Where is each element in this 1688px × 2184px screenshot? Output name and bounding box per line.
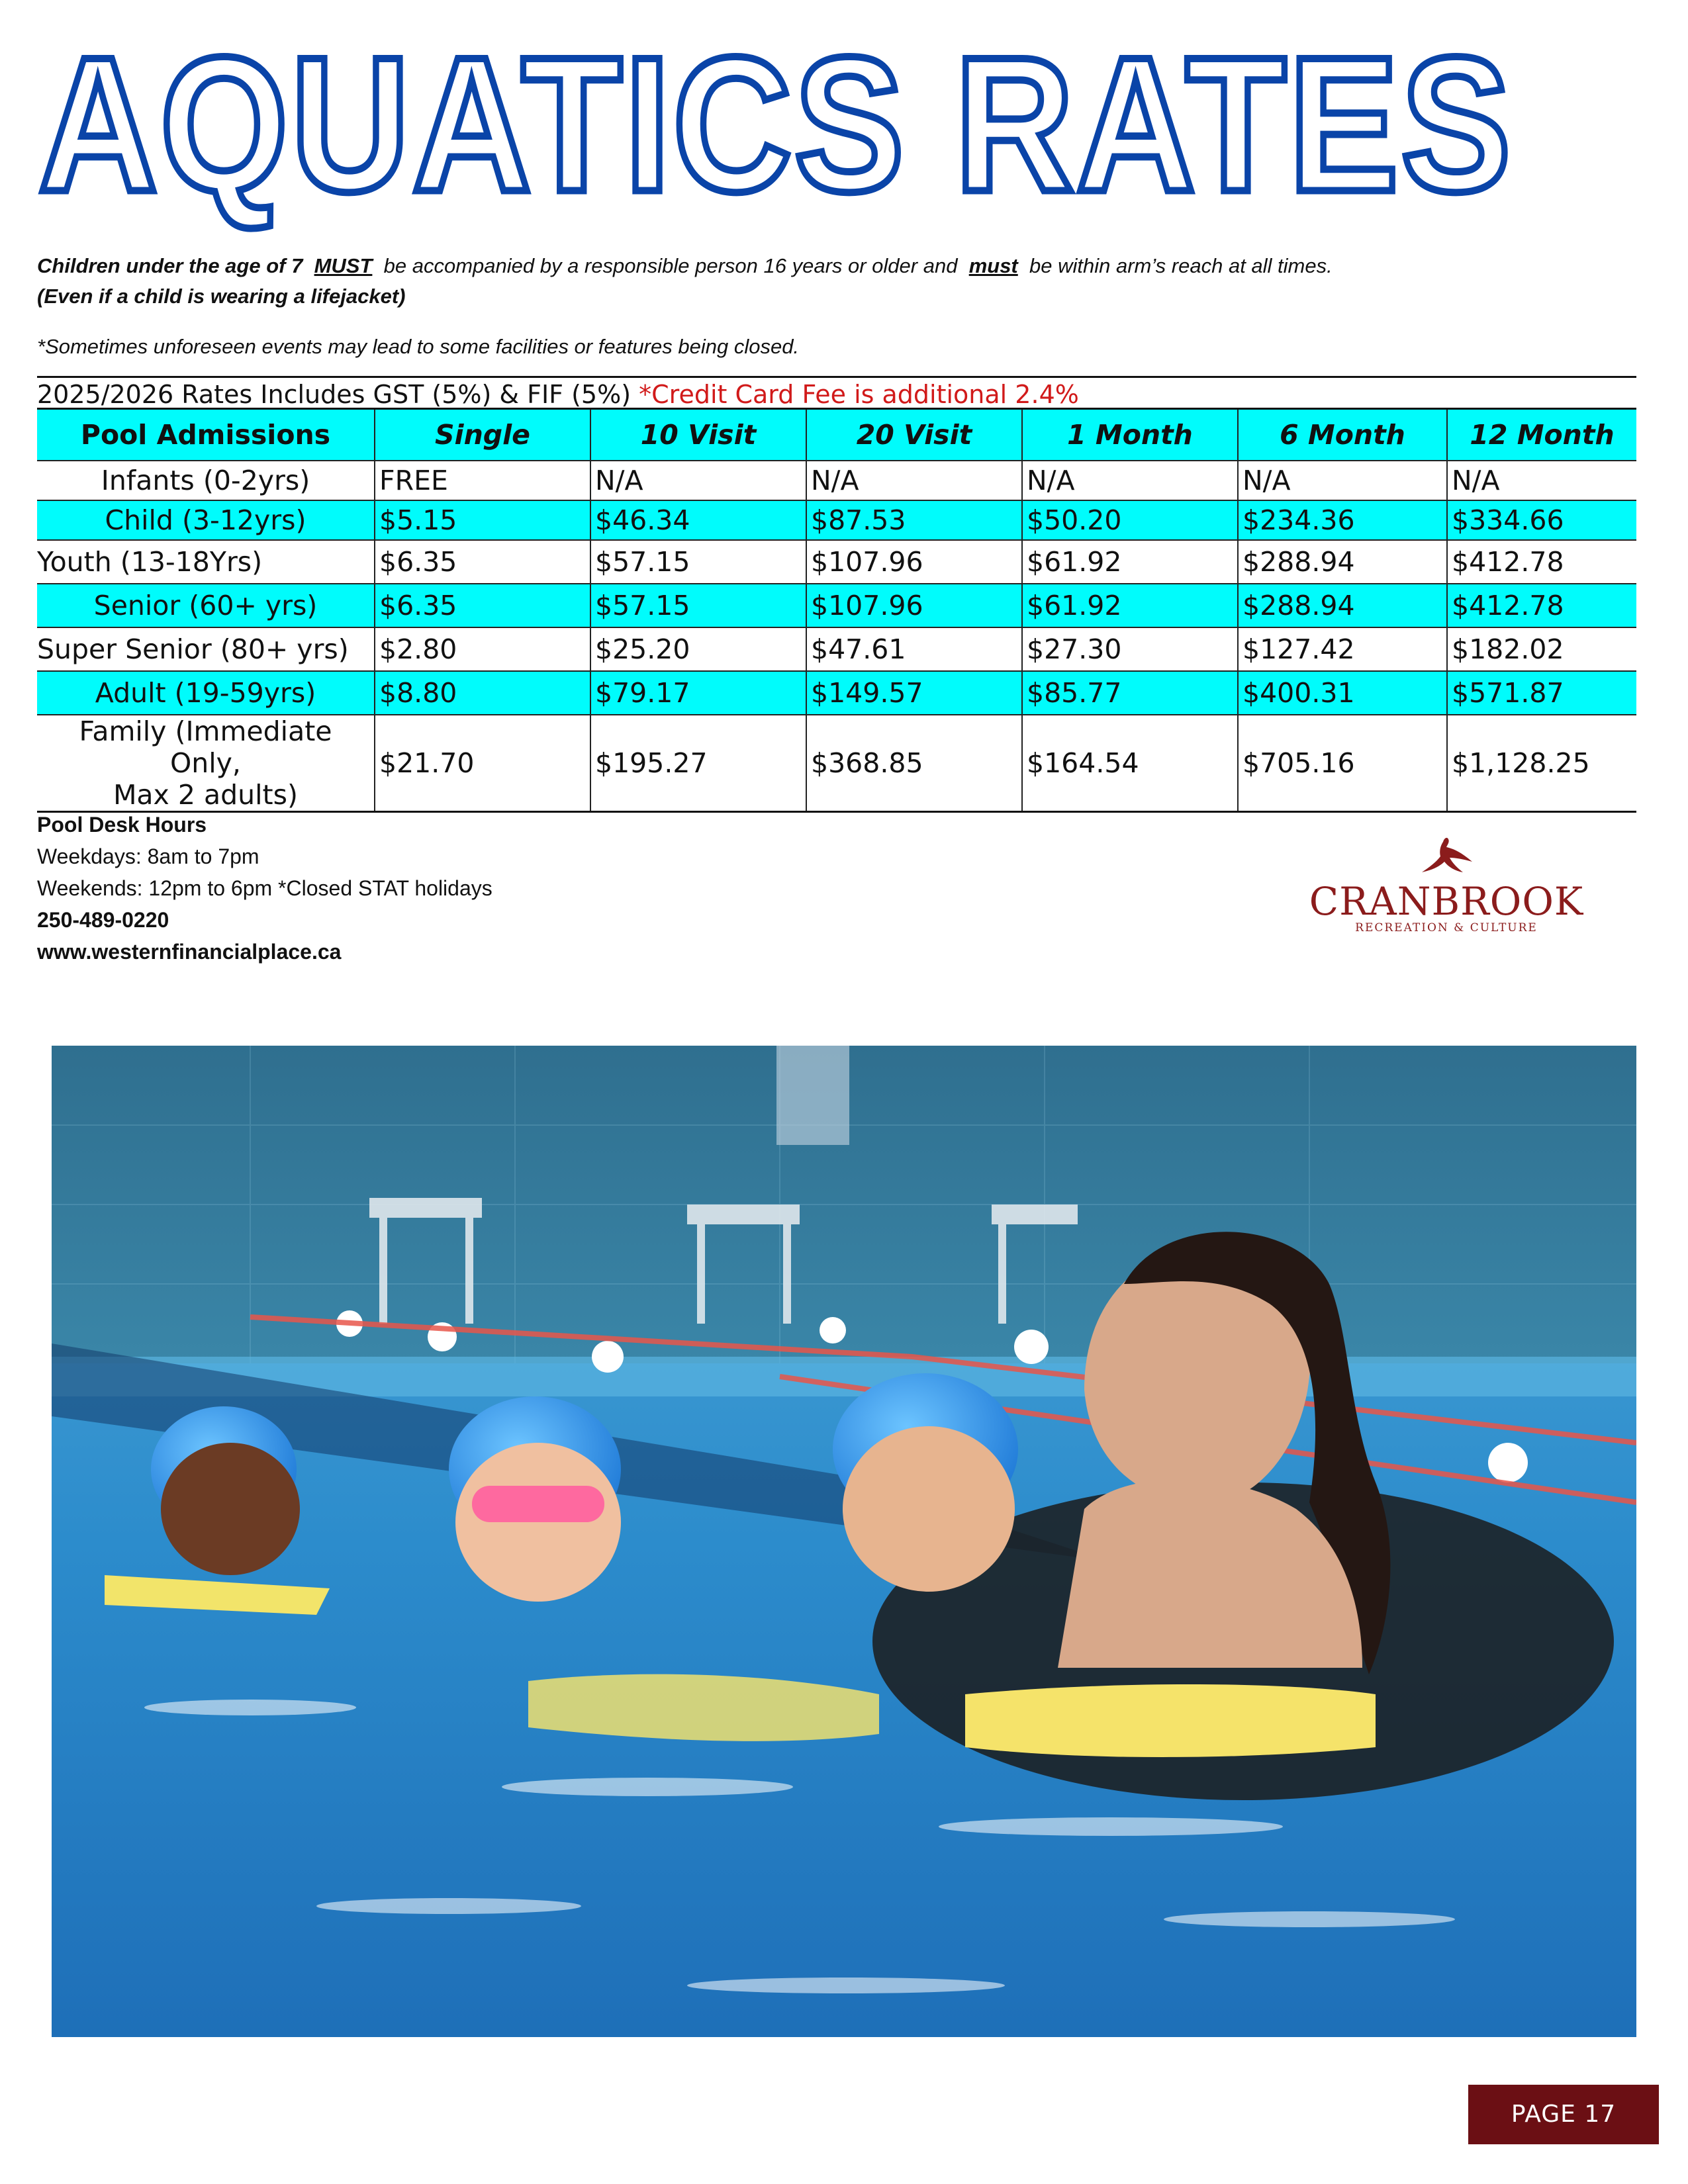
- lifejacket-note: (Even if a child is wearing a lifejacket): [37, 285, 406, 308]
- table-row: [37, 671, 1636, 715]
- website-link[interactable]: www.westernfinancialplace.ca: [37, 940, 342, 964]
- must-emphasis-lower: must: [968, 254, 1018, 277]
- rates-table: [37, 408, 1636, 813]
- logo-subtitle: RECREATION & CULTURE: [1355, 921, 1538, 934]
- rate-cell: $107.96: [806, 584, 1022, 627]
- rate-cell: N/A: [1022, 461, 1238, 500]
- header-12-month: 12 Month: [1447, 409, 1636, 461]
- header-10-visit: 10 Visit: [590, 409, 806, 461]
- row-category-line1: Family (Immediate Only,: [79, 715, 332, 779]
- rate-cell: N/A: [590, 461, 806, 500]
- header-20-visit: 20 Visit: [806, 409, 1022, 461]
- rate-cell: $288.94: [1238, 584, 1447, 627]
- closure-note: *Sometimes unforeseen events may lead to some facilities or features being closed.: [37, 335, 800, 358]
- logo-name: CRANBROOK: [1309, 879, 1584, 924]
- rate-cell: $8.80: [375, 671, 590, 715]
- rate-cell: N/A: [1447, 461, 1636, 500]
- rates-info-line: [37, 376, 1636, 411]
- rate-cell: $164.54: [1022, 715, 1238, 812]
- row-category: Super Senior (80+ yrs): [37, 627, 375, 671]
- table-row: [37, 500, 1636, 540]
- row-category: Adult (19-59yrs): [37, 671, 375, 715]
- rate-cell: $87.53: [806, 500, 1022, 540]
- rate-cell: $2.80: [375, 627, 590, 671]
- supervision-note-start: Children under the age of 7: [37, 254, 303, 277]
- rate-cell: $705.16: [1238, 715, 1447, 812]
- supervision-note: [37, 254, 1333, 278]
- rate-cell: $27.30: [1022, 627, 1238, 671]
- table-row: [37, 715, 1636, 812]
- rate-cell: FREE: [375, 461, 590, 500]
- row-category: Infants (0-2yrs): [37, 461, 375, 500]
- header-pool-admissions: Pool Admissions: [37, 409, 375, 461]
- rate-cell: $234.36: [1238, 500, 1447, 540]
- header-6-month: 6 Month: [1238, 409, 1447, 461]
- rate-cell: $149.57: [806, 671, 1022, 715]
- row-category: Child (3-12yrs): [37, 500, 375, 540]
- table-row: [37, 461, 1636, 500]
- rate-cell: $107.96: [806, 540, 1022, 584]
- rate-cell: $412.78: [1447, 540, 1636, 584]
- rate-cell: $46.34: [590, 500, 806, 540]
- must-emphasis: MUST: [314, 254, 373, 277]
- rate-cell: $334.66: [1447, 500, 1636, 540]
- rates-tax-text: 2025/2026 Rates Includes GST (5%) & FIF (5%): [37, 380, 632, 409]
- page-title: AQUATICS RATES: [38, 17, 1514, 232]
- rate-cell: $571.87: [1447, 671, 1636, 715]
- rate-cell: $6.35: [375, 540, 590, 584]
- supervision-note-middle: be accompanied by a responsible person 16 years or older and: [383, 254, 958, 277]
- rate-cell: $61.92: [1022, 540, 1238, 584]
- rate-cell: $195.27: [590, 715, 806, 812]
- table-header-row: [37, 409, 1636, 461]
- rate-cell: $400.31: [1238, 671, 1447, 715]
- bird-icon: [1417, 835, 1476, 879]
- rate-cell: $57.15: [590, 540, 806, 584]
- rate-cell: $61.92: [1022, 584, 1238, 627]
- rate-cell: $412.78: [1447, 584, 1636, 627]
- hours-heading: Pool Desk Hours: [37, 813, 207, 837]
- hours-weekdays: Weekdays: 8am to 7pm: [37, 844, 259, 868]
- table-row: [37, 584, 1636, 627]
- rate-cell: $368.85: [806, 715, 1022, 812]
- hours-weekends: Weekends: 12pm to 6pm *Closed STAT holidays: [37, 876, 492, 900]
- cranbrook-logo: [1307, 835, 1585, 948]
- rate-cell: $5.15: [375, 500, 590, 540]
- rate-cell: N/A: [806, 461, 1022, 500]
- pool-desk-hours: [37, 809, 492, 968]
- header-1-month: 1 Month: [1022, 409, 1238, 461]
- swimming-lesson-photo: [52, 1046, 1636, 2037]
- page-number-badge: PAGE 17: [1468, 2085, 1659, 2144]
- table-row: [37, 627, 1636, 671]
- phone-number: 250-489-0220: [37, 908, 169, 932]
- supervision-note-end: be within arm’s reach at all times.: [1029, 254, 1333, 277]
- row-category: Youth (13-18Yrs): [37, 540, 375, 584]
- rate-cell: $50.20: [1022, 500, 1238, 540]
- rate-cell: $6.35: [375, 584, 590, 627]
- rate-cell: N/A: [1238, 461, 1447, 500]
- row-category: Senior (60+ yrs): [37, 584, 375, 627]
- row-category-line2: Max 2 adults): [113, 779, 298, 811]
- rate-cell: $127.42: [1238, 627, 1447, 671]
- rate-cell: $57.15: [590, 584, 806, 627]
- row-category: [37, 715, 375, 812]
- credit-card-fee-text: *Credit Card Fee is additional 2.4%: [639, 380, 1079, 409]
- rate-cell: $288.94: [1238, 540, 1447, 584]
- table-row: [37, 540, 1636, 584]
- rate-cell: $25.20: [590, 627, 806, 671]
- rate-cell: $79.17: [590, 671, 806, 715]
- rate-cell: $21.70: [375, 715, 590, 812]
- rate-cell: $85.77: [1022, 671, 1238, 715]
- rate-cell: $47.61: [806, 627, 1022, 671]
- header-single: Single: [375, 409, 590, 461]
- rate-cell: $1,128.25: [1447, 715, 1636, 812]
- rate-cell: $182.02: [1447, 627, 1636, 671]
